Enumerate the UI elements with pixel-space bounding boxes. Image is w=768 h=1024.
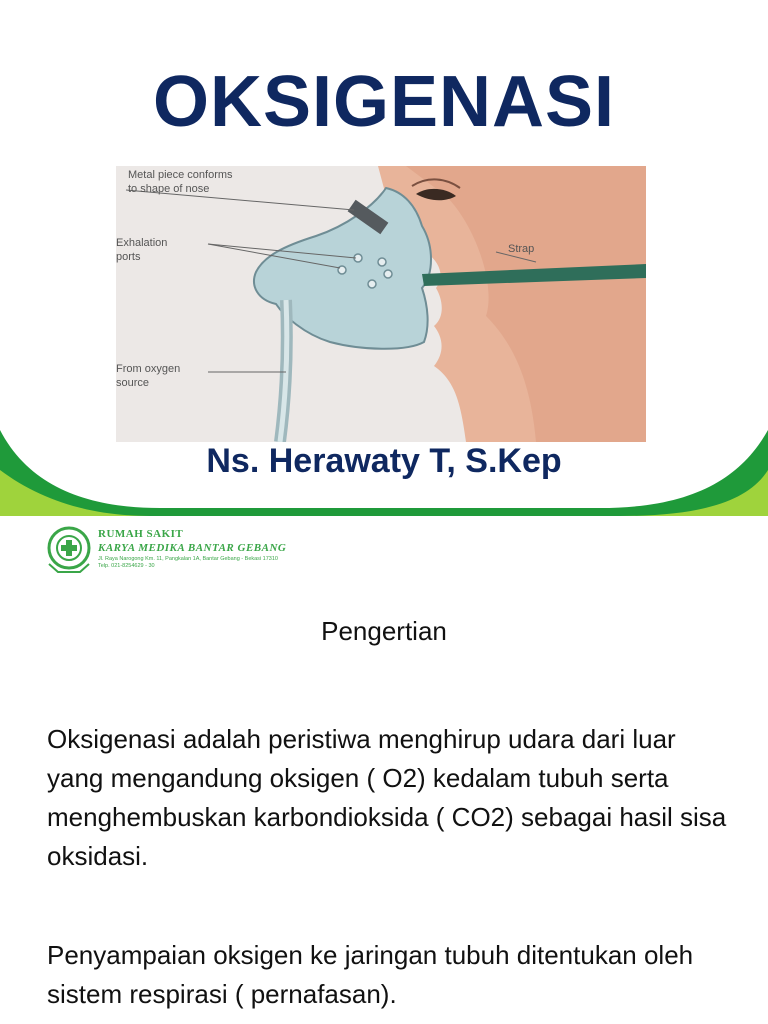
label-exhalation-1: Exhalation [116,237,168,249]
section-heading: Pengertian [321,616,447,646]
hospital-name-line2: KARYA MEDIKA BANTAR GEBANG [98,542,287,554]
hospital-address: Jl. Raya Narogong Km. 11, Pangkalan 1A, Bantar Gebang - Bekasi 17310 [98,556,278,562]
label-metal-piece-2: to shape of nose [128,183,210,195]
hospital-name-line1: RUMAH SAKIT [98,528,184,540]
respiration-paragraph: Penyampaian oksigen ke jaringan tubuh ditentukan oleh sistem respirasi ( pernafasan). [47,940,694,1009]
hospital-logo-icon [44,524,94,574]
hospital-header [44,522,314,578]
definition-paragraph: Oksigenasi adalah peristiwa menghirup udara dari luar yang mengandung oksigen ( O2) kedalam tubuh serta menghembuskan karbondioksida ( CO2) sebagai hasil sisa oksidasi. [47,724,727,871]
oxygen-mask-illustration [116,166,646,442]
label-exhalation-2: ports [116,251,141,263]
author-name: Ns. Herawaty T, S.Kep [206,442,562,480]
slide-title: OKSIGENASI [152,62,616,142]
label-metal-piece-1: Metal piece conforms [128,169,233,181]
hospital-phone: Telp. 021-8254629 - 30 [98,563,155,569]
label-oxygen-source-1: From oxygen [116,363,181,375]
label-oxygen-source-2: source [116,377,150,389]
content-slide [0,516,768,1024]
label-strap: Strap [508,243,535,255]
